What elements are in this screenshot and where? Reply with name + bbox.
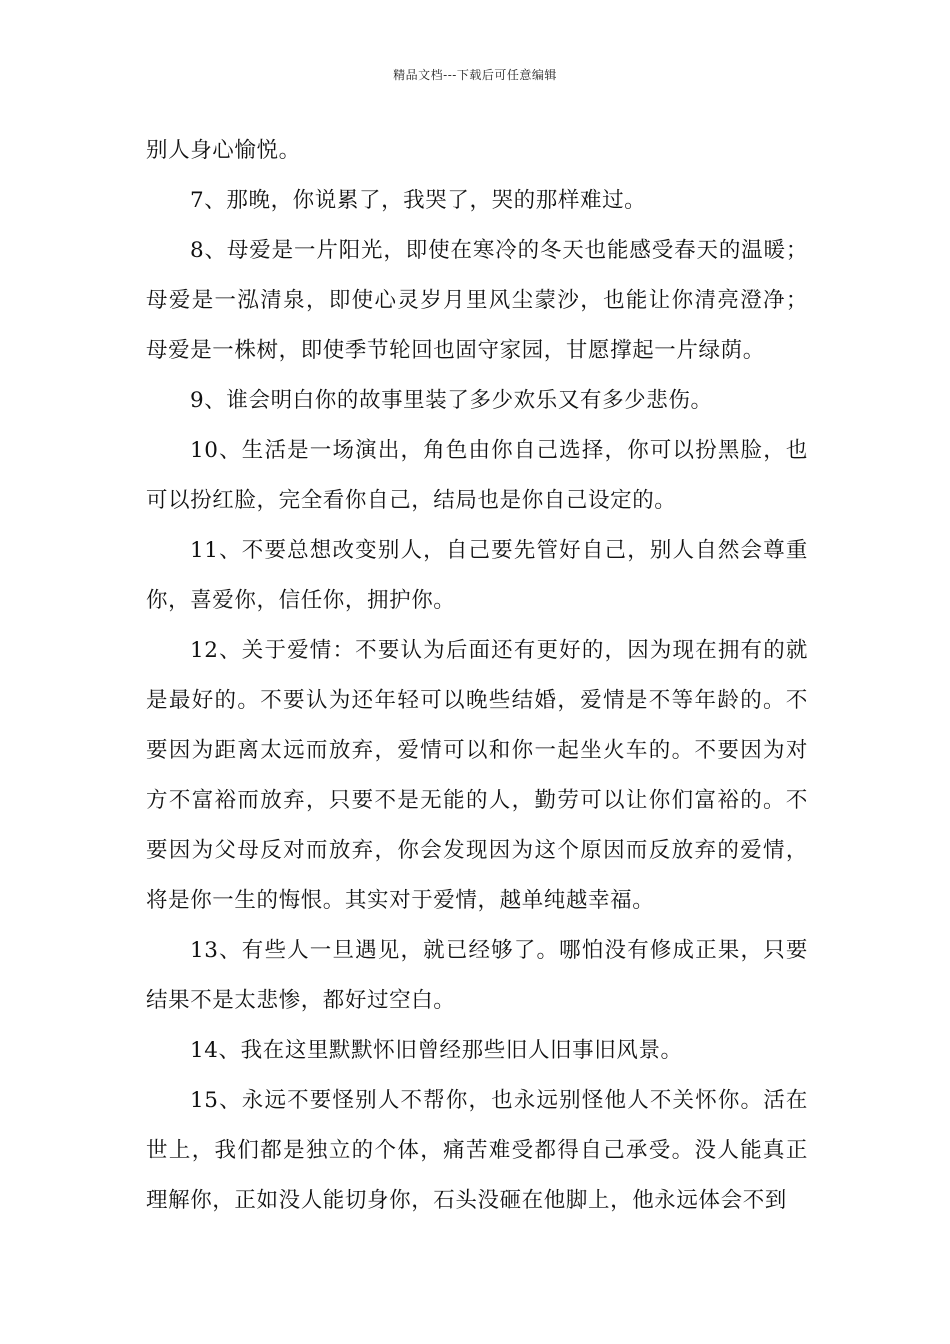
paragraph: 12、关于爱情：不要认为后面还有更好的，因为现在拥有的就是最好的。不要认为还年轻可以晚些结婚，爱情是不等年龄的。不要因为距离太远而放弃，爱情可以和你一起坐火车的。不要因为对方不富裕而放弃，只要不是无能的人，勤劳可以让你们富裕的。不要因为父母反对而放弃，你会发现因为这个原因而反放弃的爱情，将是你一生的悔恨。其实对于爱情，越单纯越幸福。 <box>146 638 808 913</box>
paragraph: 15、永远不要怪别人不帮你，也永远别怪他人不关怀你。活在世上，我们都是独立的个体，痛苦难受都得自己承受。没人能真正理解你，正如没人能切身你，石头没砸在他脚上，他永远体会不到 <box>146 1088 808 1213</box>
paragraph: 11、不要总想改变别人，自己要先管好自己，别人自然会尊重你，喜爱你，信任你，拥护你。 <box>146 538 808 613</box>
paragraph: 9、谁会明白你的故事里装了多少欢乐又有多少悲伤。 <box>190 388 713 413</box>
page-header: 精品文档---下载后可任意编辑 <box>393 68 557 82</box>
paragraph: 14、我在这里默默怀旧曾经那些旧人旧事旧风景。 <box>190 1038 683 1063</box>
paragraph: 8、母爱是一片阳光，即使在寒冷的冬天也能感受春天的温暖；母爱是一泓清泉，即使心灵岁月里风尘蒙沙，也能让你清亮澄净；母爱是一株树，即使季节轮回也固守家园，甘愿撑起一片绿荫。 <box>146 238 808 363</box>
document-body <box>146 126 808 1226</box>
paragraph: 10、生活是一场演出，角色由你自己选择，你可以扮黑脸，也可以扮红脸，完全看你自己，结局也是你自己设定的。 <box>146 438 808 513</box>
paragraph: 13、有些人一旦遇见，就已经够了。哪怕没有修成正果，只要结果不是太悲惨，都好过空白。 <box>146 938 808 1013</box>
paragraph: 7、那晚，你说累了，我哭了，哭的那样难过。 <box>190 188 647 213</box>
paragraph: 别人身心愉悦。 <box>146 138 301 163</box>
